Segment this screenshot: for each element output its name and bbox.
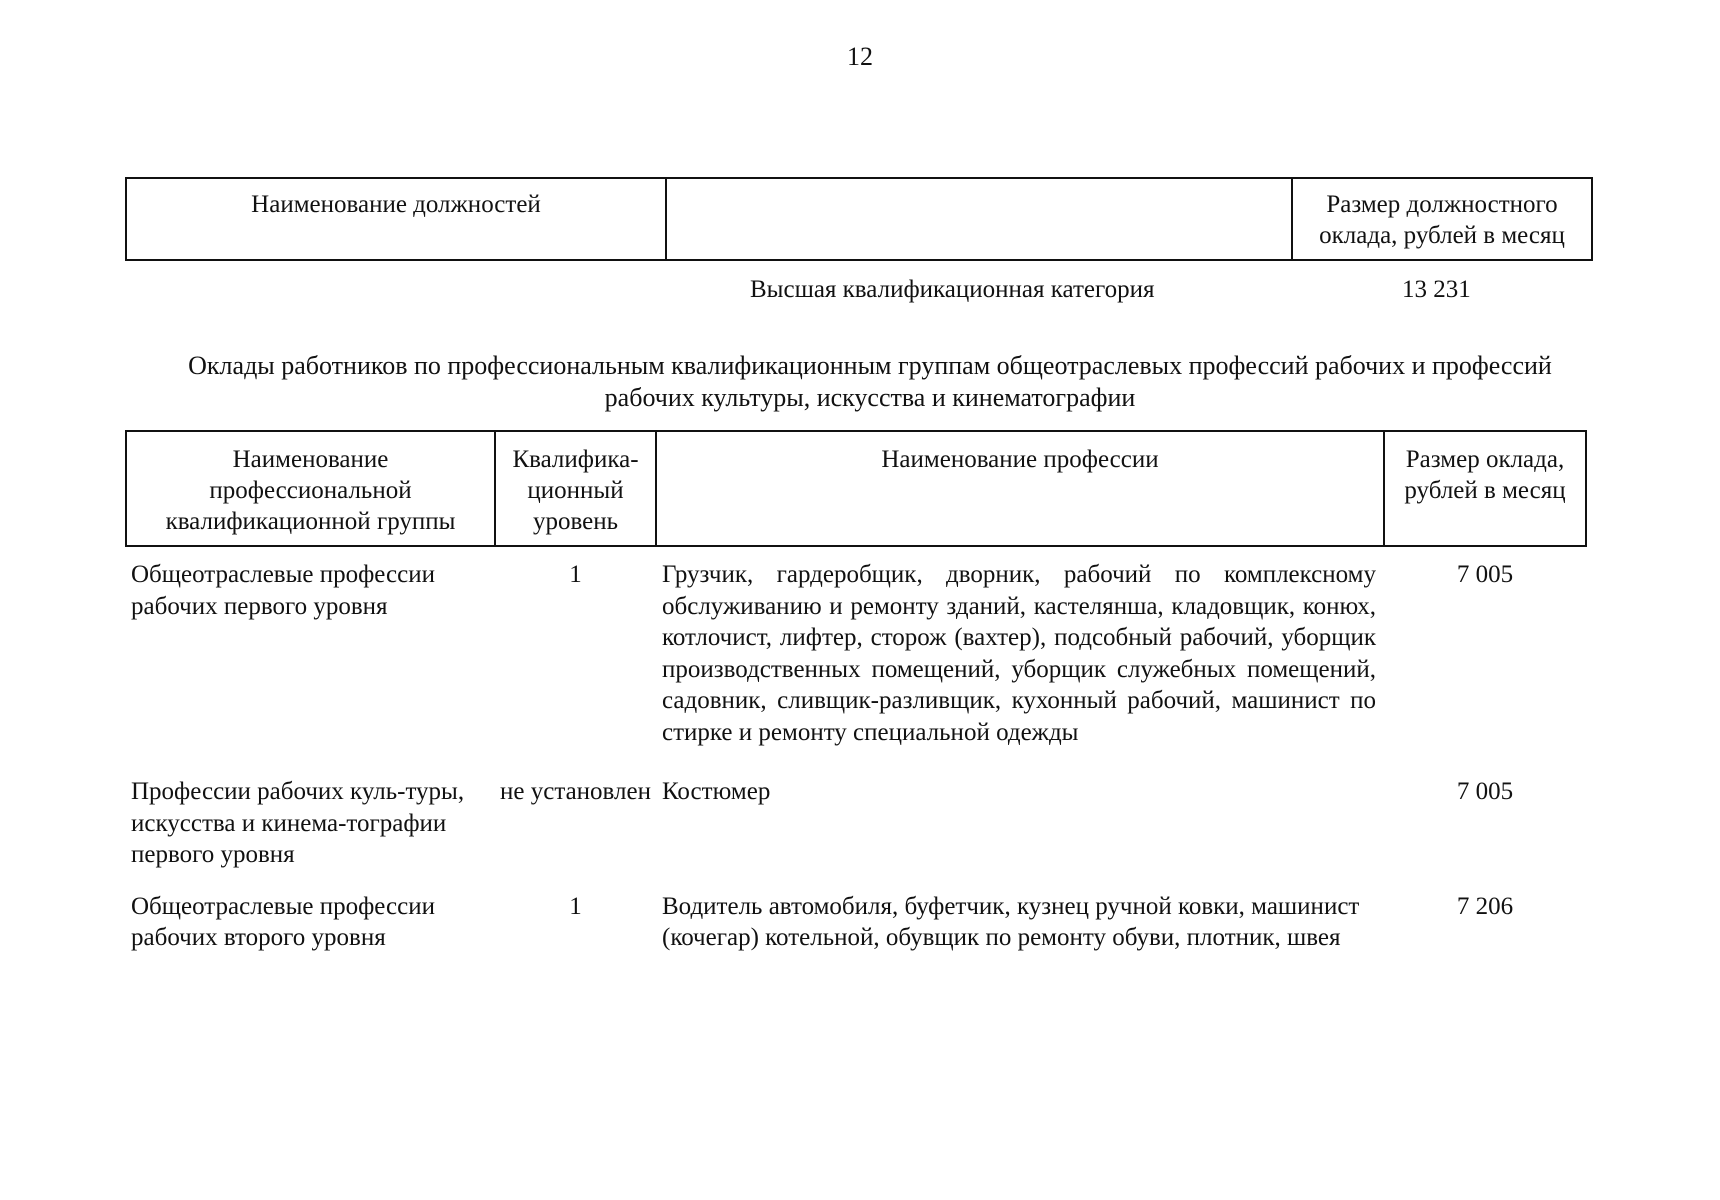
column-header-group: Наименование профессиональной квалификационной группы xyxy=(126,431,495,546)
position-name-header: Наименование должностей xyxy=(126,178,666,260)
profession-list: Водитель автомобиля, буфетчик, кузнец ручной ковки, машинист (кочегар) котельной, обувщик по ремонту обуви, плотник, швея xyxy=(662,892,1360,951)
profession-list: Грузчик, гардеробщик, дворник, рабочий по комплексному обслуживанию и ремонту зданий, кастелянша, кладовщик, конюх, котлочист, лифтер, сторож (вахтер), подсобный рабочий, уборщик производственных помещений, уборщик служебных помещений, садовник, сливщик-разливщик, кухонный рабочий, машинист по стирке и ремонту специальной одежды xyxy=(662,561,1376,746)
page-number: 12 xyxy=(847,42,873,71)
group-name: Общеотраслевые профессии рабочих второго уровня xyxy=(131,892,435,951)
salary-value: 7 005 xyxy=(1456,561,1514,588)
section-title: Оклады работников по профессиональным квалификационным группам общеотраслевых профессий рабочих и профессий рабочих культуры, искусства и кинематографии xyxy=(188,351,1552,412)
table-row xyxy=(126,879,1586,962)
worker-salary-table xyxy=(125,430,1587,962)
empty-header-cell xyxy=(666,178,1292,260)
qualification-level: 1 xyxy=(569,892,582,920)
group-name: Профессии рабочих куль-туры, искусства и кинема-тографии первого уровня xyxy=(131,778,465,868)
qualification-level: не установлен xyxy=(500,778,651,805)
profession-list: Костюмер xyxy=(662,778,771,805)
table-row xyxy=(126,546,1586,764)
salary-header: Размер должностного оклада, рублей в месяц xyxy=(1292,178,1592,260)
salary-value: 7 005 xyxy=(1456,778,1514,805)
category-label: Высшая квалификационная категория xyxy=(750,276,1155,303)
group-name: Общеотраслевые профессии рабочих первого уровня xyxy=(131,561,435,620)
position-header-table xyxy=(125,177,1593,261)
qualification-level: 1 xyxy=(569,561,582,588)
salary-value: 7 206 xyxy=(1456,892,1514,920)
header-row xyxy=(126,178,1592,260)
table-header-row xyxy=(126,431,1586,546)
column-header-profession: Наименование профессии xyxy=(656,431,1384,546)
category-salary: 13 231 xyxy=(1402,276,1471,303)
table-row xyxy=(126,764,1586,879)
column-header-salary: Размер оклада, рублей в месяц xyxy=(1384,431,1586,546)
column-header-level: Квалифика-ционный уровень xyxy=(495,431,656,546)
